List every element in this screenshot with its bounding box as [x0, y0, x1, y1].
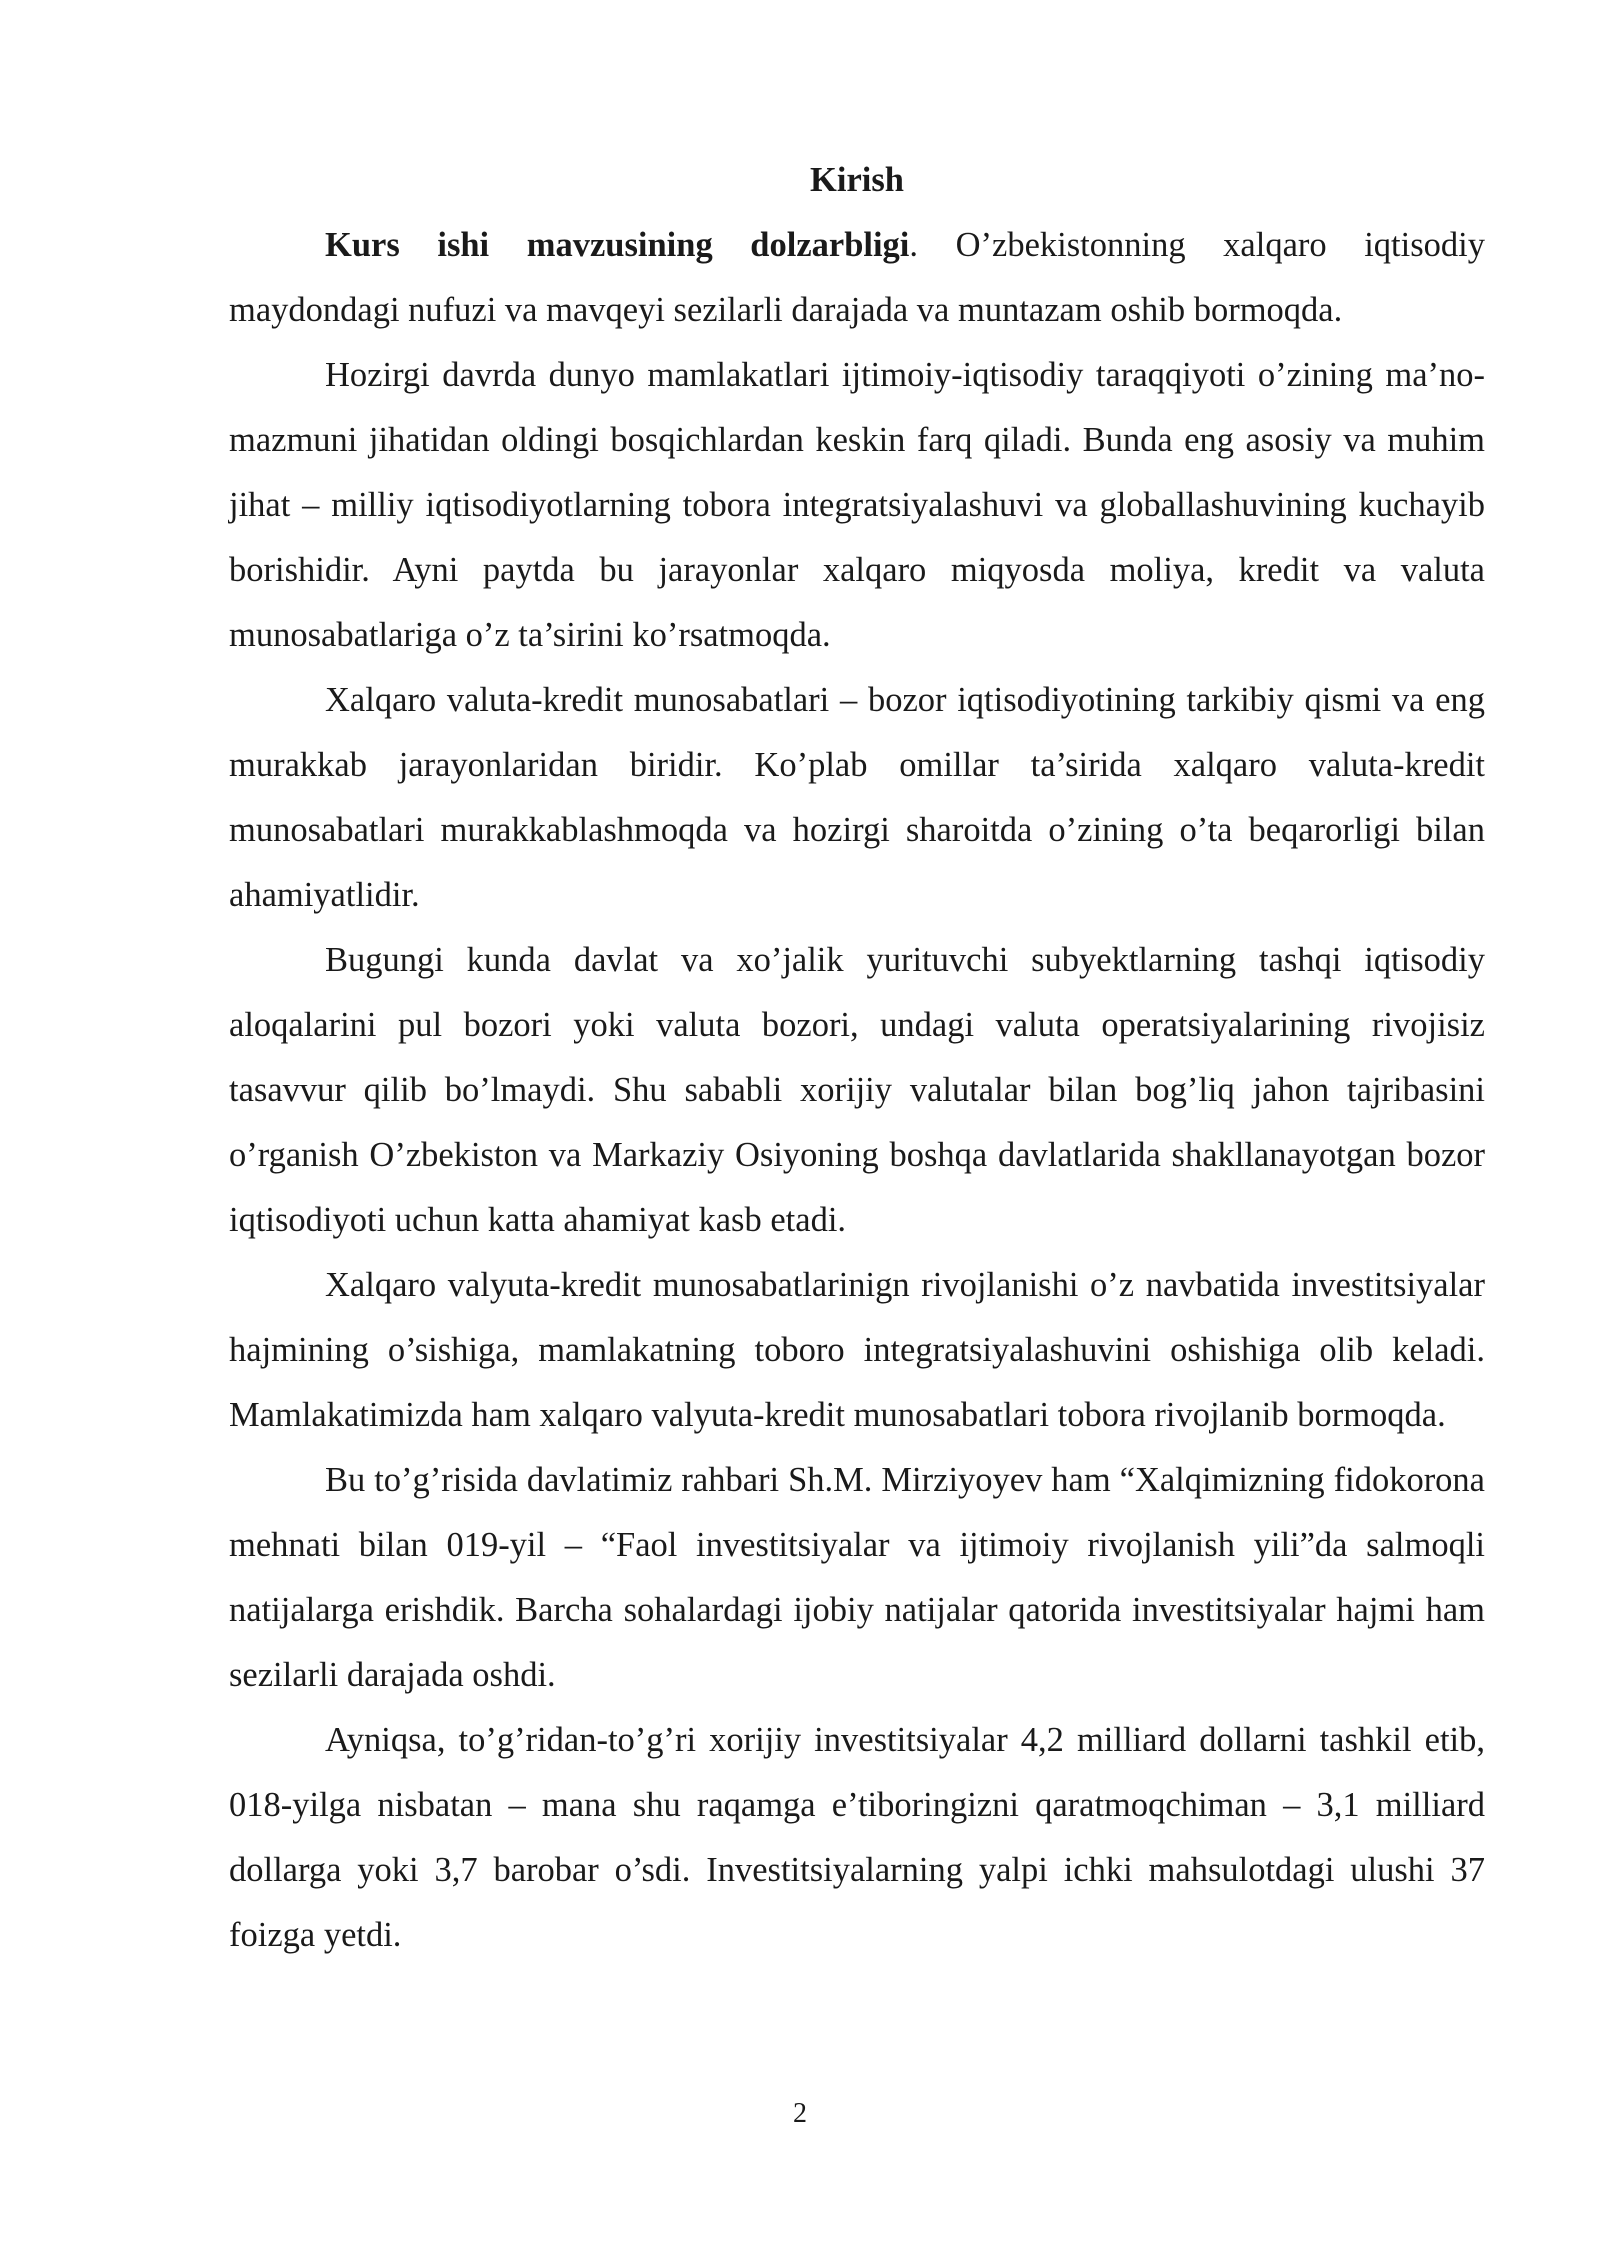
intro-lead: Kurs ishi mavzusining dolzarbligi [325, 226, 910, 264]
paragraph-3: Bugungi kunda davlat va xo’jalik yurituvchi subyektlarning tashqi iqtisodiy aloqalarini pul bozori yoki valuta bozori, undagi valuta operatsiyalarining rivojisiz tasavvur qilib bo’lmaydi. Shu sababli xorijiy valutalar bilan bog’liq jahon tajribasini o’rganish O’zbekiston va Markaziy Osiyoning boshqa davlatlarida shakllanayotgan bozor iqtisodiyoti uchun katta ahamiyat kasb etadi. [229, 941, 1485, 1239]
paragraph-5: Bu to’g’risida davlatimiz rahbari Sh.M. Mirziyoyev ham “Xalqimizning fidokorona mehnati bilan 019-yil – “Faol investitsiyalar va ijtimoiy rivojlanish yili”da salmoqli natijalarga erishdik. Barcha sohalardagi ijobiy natijalar qatorida investitsiyalar hajmi ham sezilarli darajada oshdi. [229, 1461, 1485, 1694]
paragraph-1: Hozirgi davrda dunyo mamlakatlari ijtimoiy-iqtisodiy taraqqiyoti o’zining ma’no-mazmuni jihatidan oldingi bosqichlardan keskin farq qiladi. Bunda eng asosiy va muhim jihat – milliy iqtisodiyotlarning tobora integratsiyalashuvi va globallashuvining kuchayib borishidir. Ayni paytda bu jarayonlar xalqaro miqyosda moliya, kredit va valuta munosabatlariga o’z ta’sirini ko’rsatmoqda. [229, 356, 1485, 654]
page-number: 2 [793, 2098, 807, 2129]
intro-text: . O’zbekistonning xalqaro iqtisodiy maydondagi nufuzi va mavqeyi sezilarli darajada va muntazam oshib bormoqda. [229, 226, 1485, 329]
page-content [229, 148, 1485, 1968]
intro-paragraph [229, 213, 1485, 343]
paragraph-4: Xalqaro valyuta-kredit munosabatlarinign rivojlanishi o’z navbatida investitsiyalar hajmining o’sishiga, mamlakatning toboro integratsiyalashuvini oshishiga olib keladi. Mamlakatimizda ham xalqaro valyuta-kredit munosabatlari tobora rivojlanib bormoqda. [229, 1266, 1485, 1434]
paragraph-6: Ayniqsa, to’g’ridan-to’g’ri xorijiy investitsiyalar 4,2 milliard dollarni tashkil etib, 018-yilga nisbatan – mana shu raqamga e’tiboringizni qaratmoqchiman – 3,1 milliard dollarga yoki 3,7 barobar o’sdi. Investitsiyalarning yalpi ichki mahsulotdagi ulushi 37 foizga yetdi. [229, 1721, 1485, 1954]
paragraph-2: Xalqaro valuta-kredit munosabatlari – bozor iqtisodiyotining tarkibiy qismi va eng murakkab jarayonlaridan biridir. Ko’plab omillar ta’sirida xalqaro valuta-kredit munosabatlari murakkablashmoqda va hozirgi sharoitda o’zining o’ta beqarorligi bilan ahamiyatlidir. [229, 681, 1485, 914]
section-title: Kirish [810, 161, 904, 199]
